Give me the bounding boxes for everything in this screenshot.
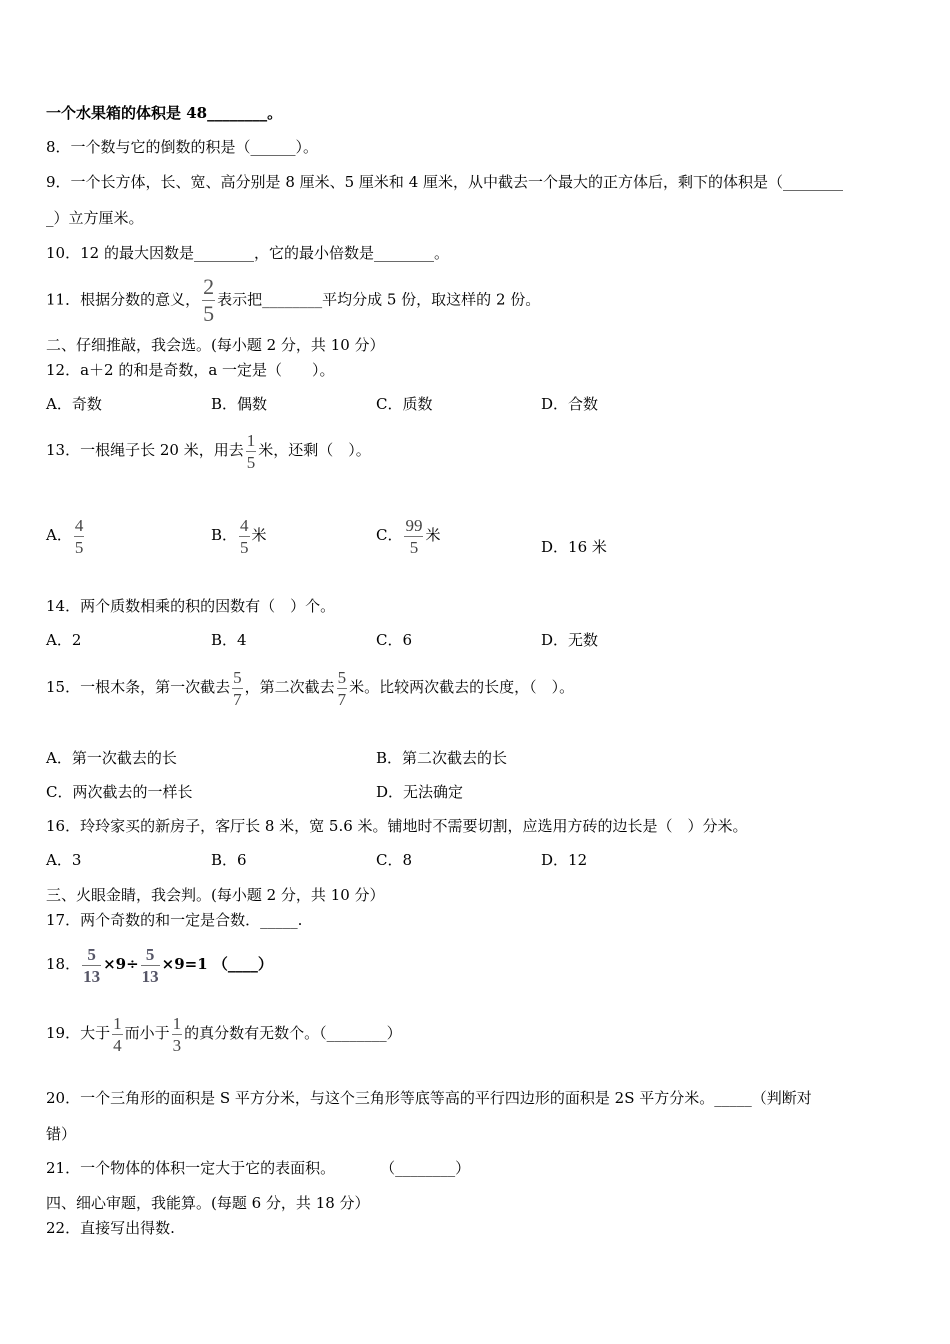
q14-option-c[interactable]: C．6 — [376, 631, 413, 649]
fraction-denominator: 3 — [172, 1035, 182, 1055]
fraction-one-third — [172, 1015, 183, 1054]
question-20-line2: 错） — [46, 1125, 77, 1143]
q12-option-a[interactable]: A．奇数 — [46, 395, 102, 413]
question-18 — [46, 936, 273, 992]
q16-option-b[interactable]: B．6 — [211, 851, 247, 869]
question-19-prefix: 19．大于 — [46, 1024, 111, 1042]
option-label: A． — [46, 526, 72, 544]
fraction-four-fifths — [74, 517, 85, 556]
question-12: 12．a＋2 的和是奇数，a 一定是（ ）。 — [46, 361, 335, 379]
question-15 — [46, 665, 574, 709]
fraction-five-thirteenths — [141, 946, 160, 985]
fraction-denominator: 5 — [203, 301, 215, 326]
fraction-numerator: 5 — [337, 667, 347, 687]
fraction-numerator: 1 — [246, 430, 256, 450]
q13-option-a[interactable] — [46, 513, 86, 557]
question-19 — [46, 1005, 402, 1061]
fraction-denominator: 5 — [409, 537, 419, 557]
question-14: 14．两个质数相乘的积的因数有（ ）个。 — [46, 597, 336, 615]
question-17: 17．两个奇数的和一定是合数．_____. — [46, 911, 303, 929]
fraction-numerator: 5 — [233, 667, 242, 687]
section-3-title: 三、火眼金睛，我会判。(每小题 2 分，共 10 分） — [46, 886, 385, 904]
q12-option-d[interactable]: D．合数 — [541, 395, 599, 413]
fraction-denominator: 7 — [337, 689, 347, 709]
question-18-prefix: 18． — [46, 955, 81, 973]
q14-option-b[interactable]: B．4 — [211, 631, 247, 649]
fraction-two-fifths — [202, 276, 215, 325]
question-11-suffix: 表示把________平均分成 5 份，取这样的 2 份。 — [217, 290, 541, 309]
question-11 — [46, 276, 540, 325]
fraction-numerator: 5 — [87, 944, 96, 964]
question-8: 8．一个数与它的倒数的积是（______）。 — [46, 138, 319, 156]
question-18-middle: ×9÷ — [103, 955, 139, 973]
question-19-middle: 而小于 — [124, 1024, 170, 1042]
question-10: 10．12 的最大因数是________，它的最小倍数是________。 — [46, 244, 449, 262]
question-22: 22．直接写出得数. — [46, 1219, 175, 1237]
fraction-one-fifth — [246, 432, 257, 471]
q16-option-a[interactable]: A．3 — [46, 851, 82, 869]
fraction-denominator: 13 — [83, 966, 101, 986]
question-15-middle: ，第二次截去 — [244, 678, 335, 696]
fraction-numerator: 4 — [240, 515, 249, 535]
fraction-numerator: 1 — [113, 1013, 122, 1033]
question-18-suffix: ×9=1 （____） — [161, 955, 273, 973]
q15-option-a[interactable]: A．第一次截去的长 — [46, 749, 177, 767]
option-label: C． — [376, 526, 403, 544]
section-4-title: 四、细心审题，我能算。(每题 6 分，共 18 分） — [46, 1194, 370, 1212]
option-unit: 米 — [251, 526, 267, 544]
question-19-suffix: 的真分数有无数个。（________） — [184, 1024, 402, 1042]
fraction-numerator: 2 — [203, 274, 215, 299]
question-9-line1: 9．一个长方体，长、宽、高分别是 8 厘米、5 厘米和 4 厘米，从中截去一个最大的正方体后，剩下的体积是（________ — [46, 173, 844, 191]
q15-option-d[interactable]: D．无法确定 — [376, 783, 464, 801]
fraction-numerator: 4 — [74, 515, 84, 535]
fraction-five-sevenths — [232, 669, 243, 708]
fraction-numerator: 99 — [405, 515, 423, 535]
q12-option-b[interactable]: B．偶数 — [211, 395, 268, 413]
q13-option-c[interactable] — [376, 513, 441, 557]
q14-option-d[interactable]: D．无数 — [541, 631, 599, 649]
question-16: 16．玲玲家买的新房子，客厅长 8 米，宽 5.6 米。铺地时不需要切割，应选用方砖的边长是（ ）分米。 — [46, 817, 748, 835]
question-15-prefix: 15．一根木条，第一次截去 — [46, 678, 231, 696]
fraction-five-thirteenths — [82, 946, 101, 985]
fraction-ninetynine-fifths — [404, 517, 423, 556]
question-13-suffix: 米，还剩（ ）。 — [258, 441, 371, 459]
q13-option-d[interactable]: D．16 米 — [541, 538, 607, 556]
q16-option-c[interactable]: C．8 — [376, 851, 413, 869]
fraction-denominator: 5 — [74, 537, 84, 557]
q15-option-c[interactable]: C．两次截去的一样长 — [46, 783, 193, 801]
q15-option-b[interactable]: B．第二次截去的长 — [376, 749, 508, 767]
q12-option-c[interactable]: C．质数 — [376, 395, 433, 413]
fraction-denominator: 5 — [240, 537, 249, 557]
question-20-line1: 20．一个三角形的面积是 S 平方分米，与这个三角形等底等高的平行四边形的面积是 2S 平方分米。_____（判断对 — [46, 1089, 812, 1107]
fraction-denominator: 7 — [233, 689, 242, 709]
question-11-prefix: 11．根据分数的意义， — [46, 290, 201, 309]
question-15-suffix: 米。比较两次截去的长度，（ ）。 — [349, 678, 575, 696]
fraction-denominator: 5 — [246, 452, 256, 472]
q16-option-d[interactable]: D．12 — [541, 851, 588, 869]
fraction-denominator: 13 — [141, 966, 159, 986]
fraction-four-fifths — [239, 517, 250, 556]
fraction-numerator: 1 — [172, 1013, 182, 1033]
option-unit: 米 — [425, 526, 441, 544]
option-label: B． — [211, 526, 238, 544]
q14-option-a[interactable]: A．2 — [46, 631, 82, 649]
fraction-denominator: 4 — [113, 1035, 122, 1055]
question-9-line2: _）立方厘米。 — [46, 209, 144, 227]
fraction-five-sevenths — [337, 669, 348, 708]
question-21: 21．一个物体的体积一定大于它的表面积。 （________） — [46, 1159, 471, 1177]
question-7-tail: 一个水果箱的体积是 48________。 — [46, 104, 283, 122]
question-13 — [46, 428, 371, 472]
section-2-title: 二、仔细推敲，我会选。(每小题 2 分，共 10 分） — [46, 336, 385, 354]
q13-option-b[interactable] — [211, 513, 267, 557]
fraction-one-fourth — [112, 1015, 123, 1054]
question-13-prefix: 13．一根绳子长 20 米，用去 — [46, 441, 244, 459]
fraction-numerator: 5 — [145, 944, 155, 964]
